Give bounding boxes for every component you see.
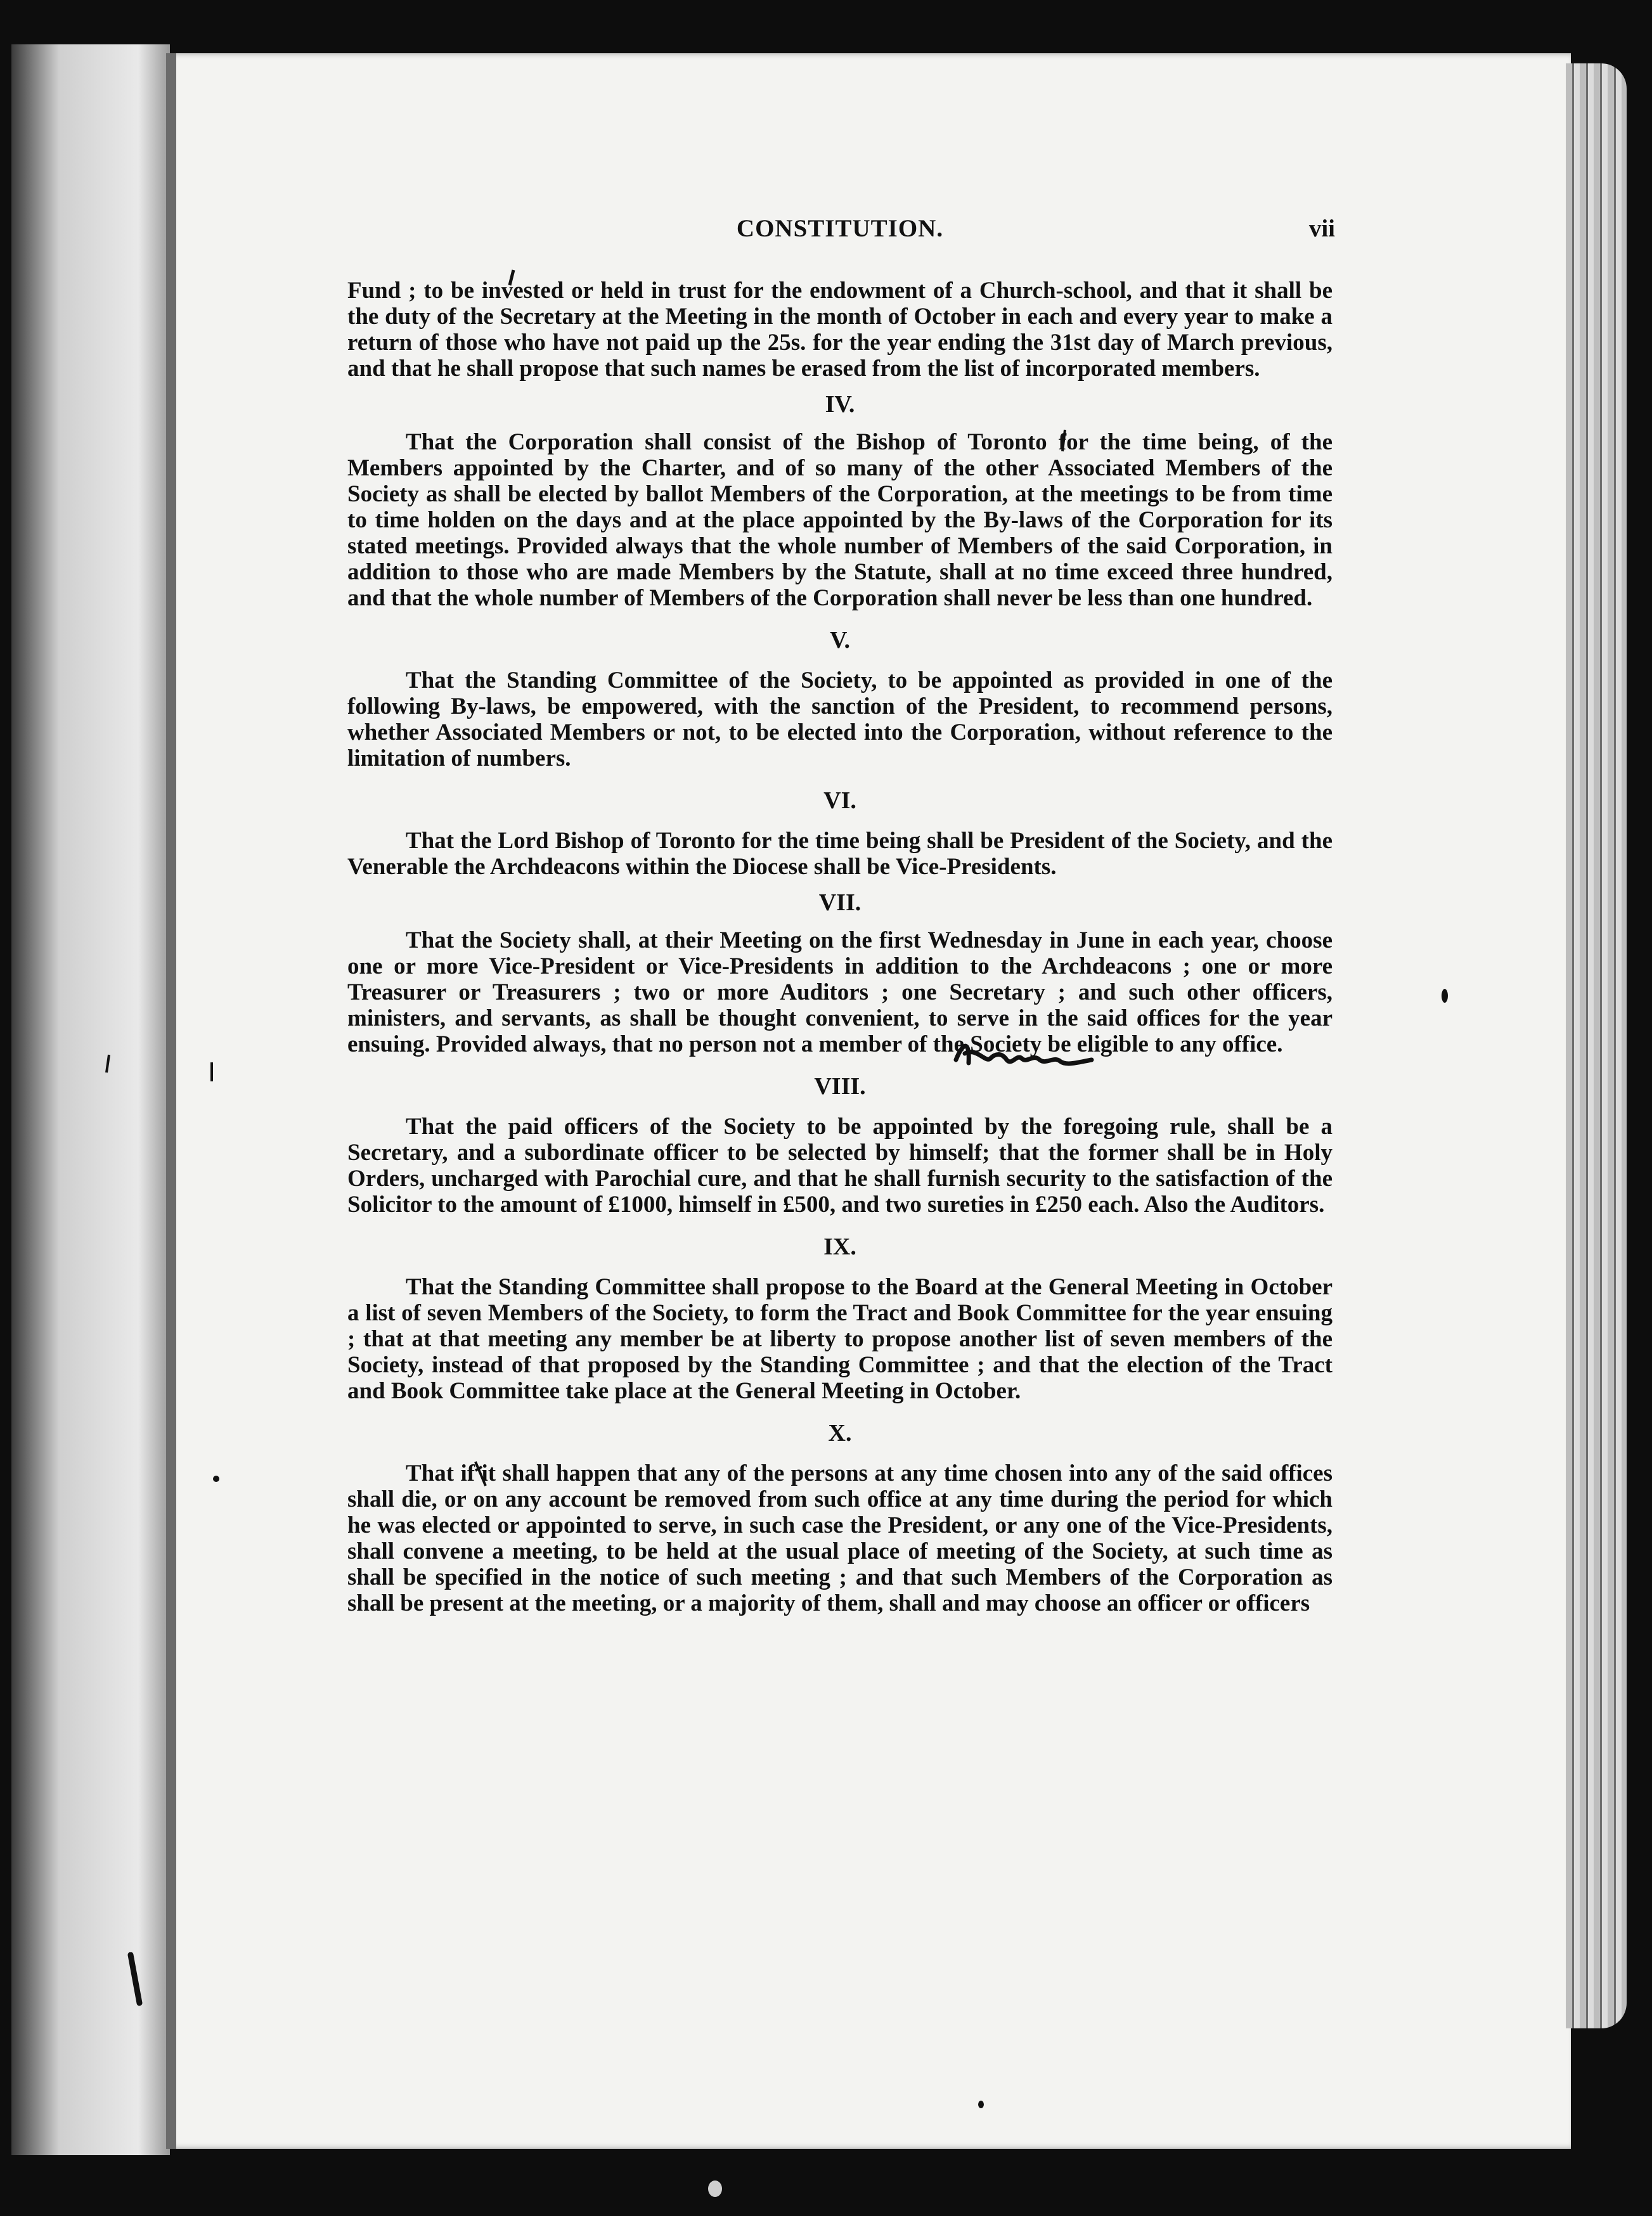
article-paragraph: That the Standing Committee shall propose to the Board at the General Meeting in October a list of seven Members of the Society, to form the Tract and Book Committee for the year ensuing ; that at that meeting any member be at liberty to propose another list of seven members of the Society, instead of that proposed by the Standing Committee ; and that the election of the Tract and Book Committee take place at the General Meeting in October. <box>347 1274 1333 1404</box>
stray-dot <box>1442 989 1448 1003</box>
facing-page-edge <box>11 44 170 2155</box>
article-numeral: X. <box>828 1420 852 1446</box>
page-gutter <box>166 53 176 2149</box>
article-numeral: V. <box>829 627 851 654</box>
article-numeral: VII. <box>818 889 861 916</box>
running-head-title: CONSTITUTION. <box>736 215 944 242</box>
page-stack-edge <box>1566 63 1627 2028</box>
stray-mark <box>101 1052 114 1078</box>
article-paragraph: That the paid officers of the Society to be appointed by the foregoing rule, shall be a Secretary, and a subordinate officer to be selected by himself; that the former shall be in Holy Orders, uncharged with Parochial cure, and that he shall furnish security to the satisfaction of the Solicitor to the amount of £1000, himself in £500, and two sureties in £250 each. Also the Auditors. <box>347 1114 1333 1218</box>
article-paragraph: That the Lord Bishop of Toronto for the time being shall be President of the Society, and the Venerable the Archdeacons within the Diocese shall be Vice-Presidents. <box>347 828 1333 880</box>
article-numeral: VI. <box>823 787 856 814</box>
running-head <box>347 216 1333 254</box>
article-paragraph: That the Standing Committee of the Society, to be appointed as provided in one of the following By-laws, be empowered, with the sanction of the President, to recommend persons, whether Associated Members or not, to be elected into the Corporation, without reference to the limitation of numbers. <box>347 667 1333 771</box>
article-numeral: VIII. <box>814 1073 866 1100</box>
stray-dot <box>708 2181 722 2197</box>
stray-dot <box>978 2101 984 2108</box>
stray-dot <box>213 1476 219 1482</box>
article-numeral: IX. <box>823 1234 856 1260</box>
article-numeral: IV. <box>825 391 855 418</box>
stray-mark <box>207 1060 217 1085</box>
article-paragraph: That the Corporation shall consist of the Bishop of Toronto for the time being, of the Members appointed by the Charter, and of so many of the other Associated Members of the Society as shall be elected by ballot Members of the Corporation, at the meetings to be from time to time holden on the days and at the place appointed by the By-laws of the Corporation for its stated meetings. Provided always that the whole number of Members of the said Corporation, in addition to those who are made Members by the Statute, shall at no time exceed three hundred, and that the whole number of Members of the Corporation shall never be less than one hundred. <box>347 429 1333 611</box>
page-number: vii <box>1308 215 1335 242</box>
paragraph-continued: Fund ; to be invested or held in trust for the endowment of a Church-school, and that it shall be the duty of the Secretary at the Meeting in the month of October in each and every year to make a return of those who have not paid up the 25s. for the year ending the 31st day of March previous, and that he shall propose that such names be erased from the list of incorporated members. <box>347 278 1333 382</box>
page-text <box>347 216 1333 1616</box>
article-paragraph: That if it shall happen that any of the persons at any time chosen into any of the said offices shall die, or on any account be removed from such office at any time during the period for which he was elected or appointed to serve, in such case the President, or any one of the Vice-Presidents, shall convene a meeting, to be held at the usual place of meeting of the Society, at such time as shall be specified in the notice of such meeting ; and that such Members of the Corporation as shall be present at the meeting, or a majority of them, shall and may choose an officer or officers <box>347 1460 1333 1616</box>
stray-mark <box>127 1952 146 2009</box>
article-paragraph: That the Society shall, at their Meeting on the first Wednesday in June in each year, choose one or more Vice-President or Vice-Presidents in addition to the Archdeacons ; one or more Treasurer or Treasurers ; two or more Auditors ; one Secretary ; and such other officers, ministers, and servants, as shall be thought convenient, to serve in the said offices for the year ensuing. Provided always, that no person not a member of the Society be eligible to any office. <box>347 927 1333 1057</box>
